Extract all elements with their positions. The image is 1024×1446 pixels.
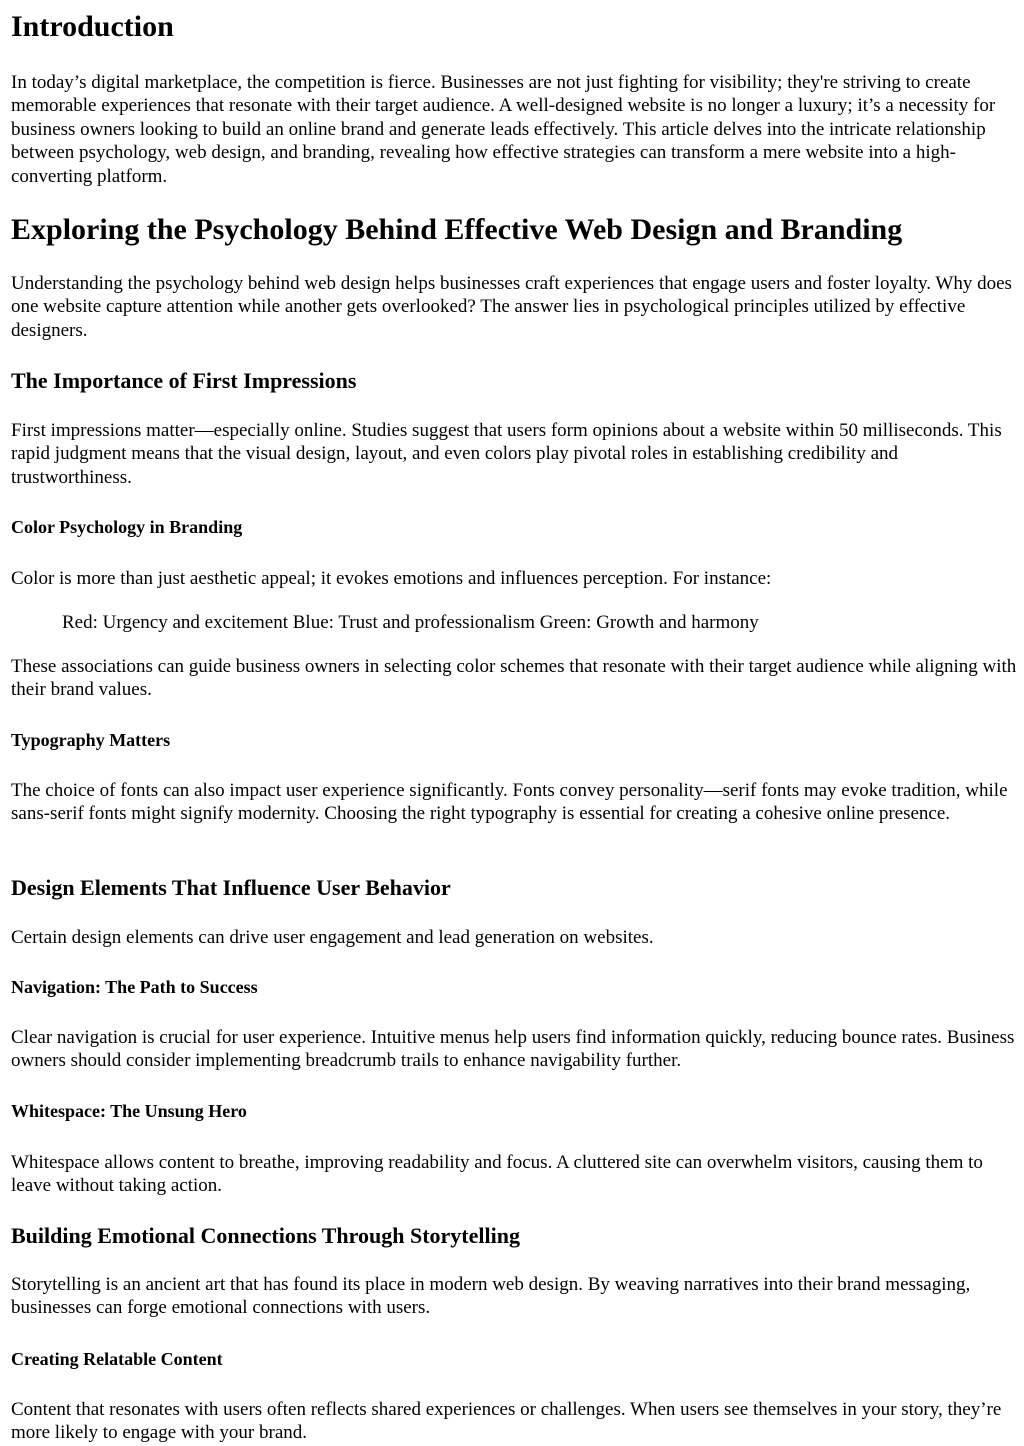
subheading-relatable-content: Creating Relatable Content	[11, 1349, 223, 1369]
subheading-typography: Typography Matters	[11, 730, 171, 750]
relatable-content-paragraph: Content that resonates with users often reflects shared experiences or challenges. When users see themselves in your story, they’re more likely to engage with your brand.	[11, 1399, 1002, 1444]
subheading-navigation: Navigation: The Path to Success	[11, 977, 258, 997]
color-associations-paragraph: These associations can guide business owners in selecting color schemes that resonate with their target audience while aligning with their brand values.	[11, 656, 1017, 701]
list-item: Red: Urgency and excitement	[62, 612, 288, 633]
design-elements-paragraph: Certain design elements can drive user engagement and lead generation on websites.	[11, 927, 654, 948]
color-list	[62, 611, 1024, 634]
subheading-design-elements: Design Elements That Influence User Behavior	[11, 875, 451, 900]
subheading-color-psychology: Color Psychology in Branding	[11, 517, 243, 537]
storytelling-paragraph: Storytelling is an ancient art that has found its place in modern web design. By weaving narratives into their brand messaging, businesses can forge emotional connections with users.	[11, 1274, 971, 1319]
whitespace-paragraph: Whitespace allows content to breathe, improving readability and focus. A cluttered site can overwhelm visitors, causing them to leave without taking action.	[11, 1152, 983, 1197]
psychology-paragraph: Understanding the psychology behind web design helps businesses craft experiences that engage users and foster loyalty. Why does one website capture attention while another gets overlooked? The answer lies in psychological principles utilized by effective designers.	[11, 273, 1012, 341]
list-item: Blue: Trust and professionalism	[292, 612, 536, 633]
list-item: Green: Growth and harmony	[539, 612, 759, 633]
first-impressions-paragraph: First impressions matter—especially online. Studies suggest that users form opinions about a website within 50 milliseconds. This rapid judgment means that the visual design, layout, and even colors play pivotal roles in establishing credibility and trustworthiness.	[11, 420, 1002, 488]
subheading-storytelling: Building Emotional Connections Through Storytelling	[11, 1223, 520, 1248]
color-psychology-paragraph: Color is more than just aesthetic appeal; it evokes emotions and influences perception. For instance:	[11, 568, 772, 589]
intro-paragraph: In today’s digital marketplace, the competition is fierce. Businesses are not just fighting for visibility; they're striving to create memorable experiences that resonate with their target audience. A well-designed website is no longer a luxury; it’s a necessity for business owners looking to build an online brand and generate leads effectively. This article delves into the intricate relationship between psychology, web design, and branding, revealing how effective strategies can transform a mere website into a high-converting platform.	[11, 72, 996, 187]
page-title: Introduction	[11, 10, 174, 43]
navigation-paragraph: Clear navigation is crucial for user experience. Intuitive menus help users find information quickly, reducing bounce rates. Business owners should consider implementing breadcrumb trails to enhance navigability further.	[11, 1027, 1015, 1072]
section-heading-psychology: Exploring the Psychology Behind Effective Web Design and Branding	[11, 213, 903, 246]
subheading-first-impressions: The Importance of First Impressions	[11, 368, 357, 393]
subheading-whitespace: Whitespace: The Unsung Hero	[11, 1101, 247, 1121]
typography-paragraph: The choice of fonts can also impact user experience significantly. Fonts convey personality—serif fonts may evoke tradition, while sans-serif fonts might signify modernity. Choosing the right typography is essential for creating a cohesive online presence.	[11, 780, 1008, 825]
